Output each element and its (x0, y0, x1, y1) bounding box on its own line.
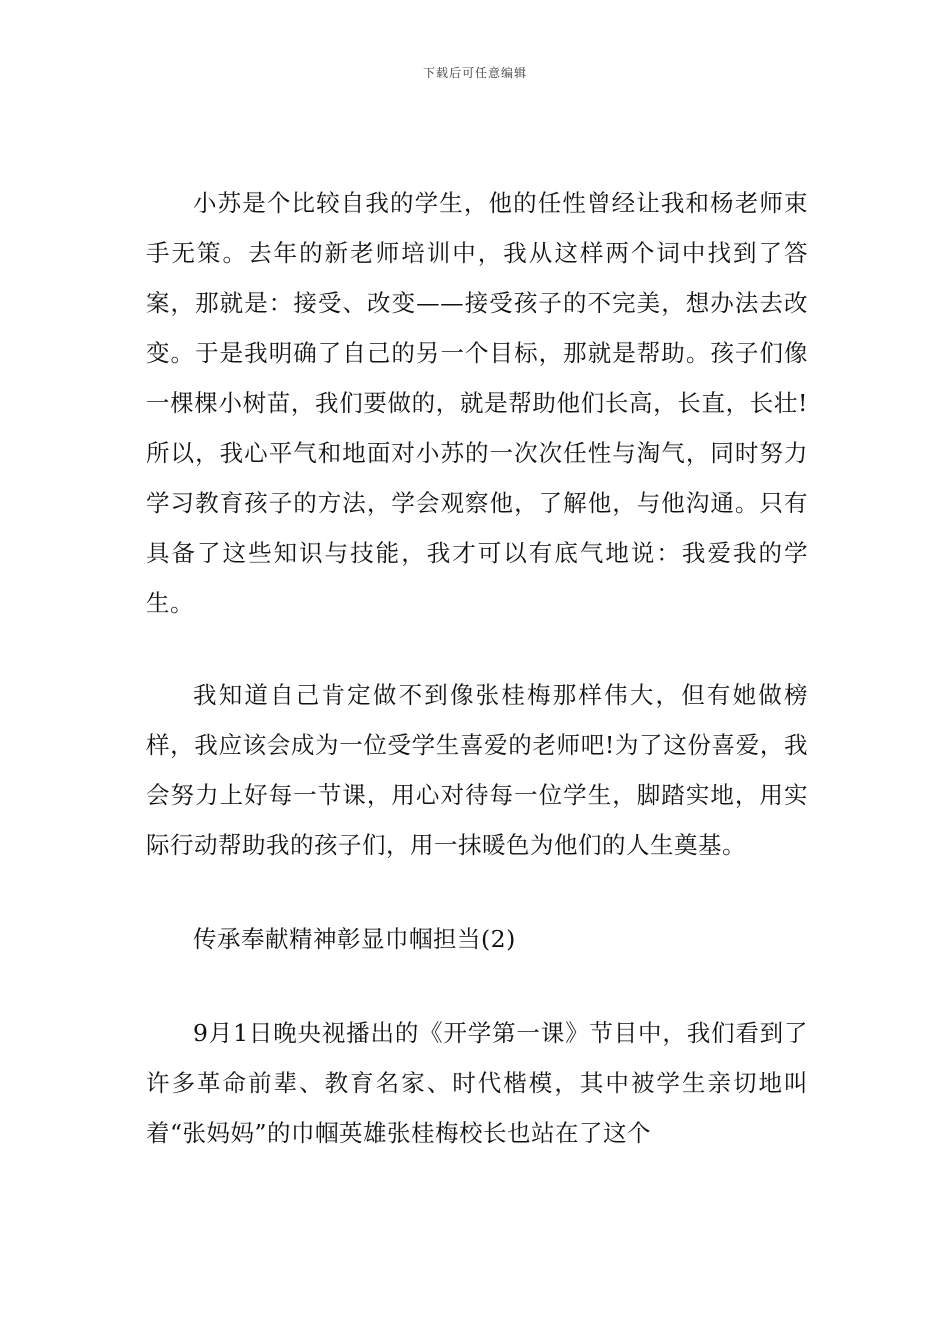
document-body (146, 178, 808, 1158)
page-header-note: 下载后可任意编辑 (422, 66, 527, 80)
section-title: 传承奉献精神彰显巾帼担当(2) (193, 925, 516, 953)
paragraph-2: 我知道自己肯定做不到像张桂梅那样伟大，但有她做榜样，我应该会成为一位受学生喜爱的老师吧!为了这份喜爱，我会努力上好每一节课，用心对待每一位学生，脚踏实地，用实际行动帮助我的孩子们，用一抹暖色为他们的人生奠基。 (146, 681, 808, 859)
paragraph-3: 9月1日晚央视播出的《开学第一课》节目中，我们看到了许多革命前辈、教育名家、时代楷模，其中被学生亲切地叫着“张妈妈”的巾帼英雄张桂梅校长也站在了这个 (146, 1019, 808, 1147)
paragraph-1: 小苏是个比较自我的学生，他的任性曾经让我和杨老师束手无策。去年的新老师培训中，我从这样两个词中找到了答案，那就是：接受、改变——接受孩子的不完美，想办法去改变。于是我明确了自己的另一个目标，那就是帮助。孩子们像一棵棵小树苗，我们要做的，就是帮助他们长高，长直，长壮!所以，我心平气和地面对小苏的一次次任性与淘气，同时努力学习教育孩子的方法，学会观察他，了解他，与他沟通。只有具备了这些知识与技能，我才可以有底气地说：我爱我的学生。 (146, 189, 808, 617)
